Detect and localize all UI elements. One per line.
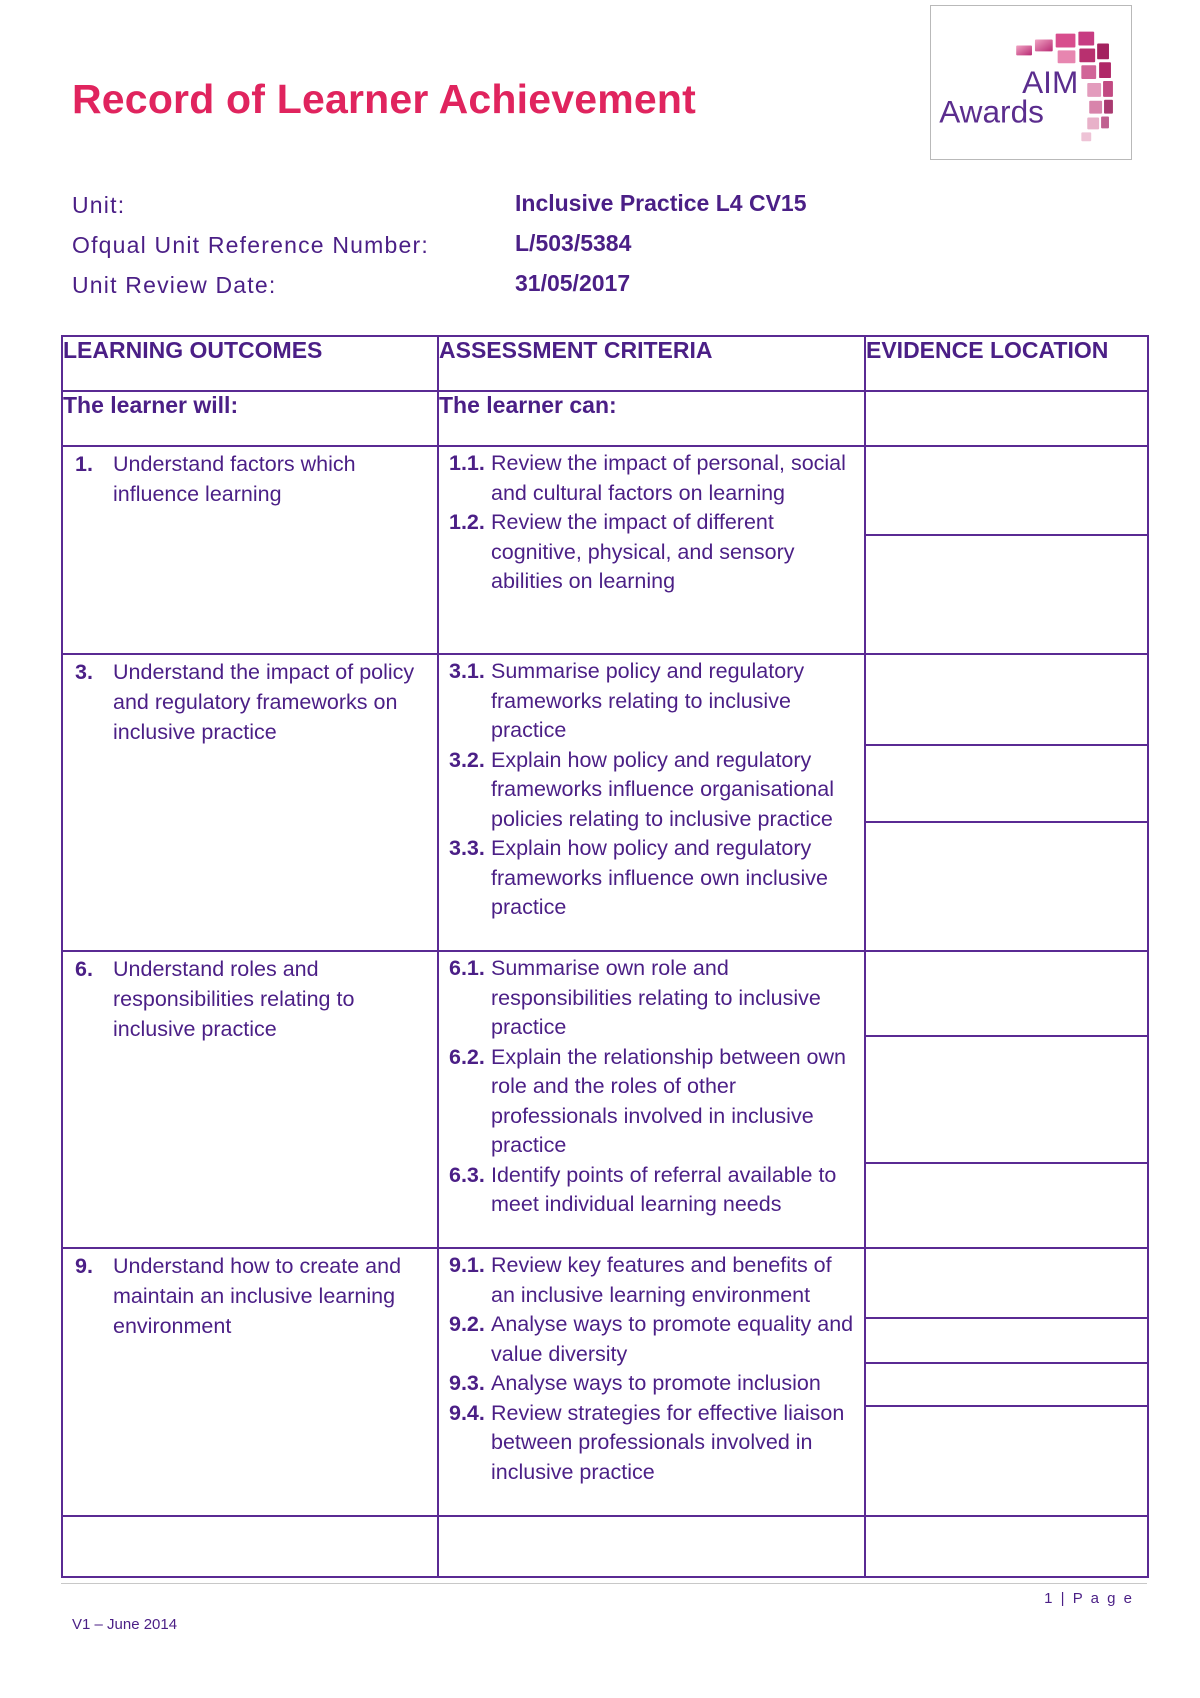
criterion-item: [449, 508, 860, 597]
criterion-number: 6.3.: [449, 1162, 485, 1187]
subheader-row: [62, 391, 1148, 446]
empty-criteria-cell[interactable]: [438, 1516, 865, 1577]
criterion-text: Identify points of referral available to meet individual learning needs: [491, 1162, 837, 1216]
criterion-number: 3.1.: [449, 659, 485, 683]
table-row: [62, 654, 1148, 951]
evidence-cell-empty[interactable]: [865, 391, 1148, 446]
assessment-criteria-cell: [438, 446, 865, 654]
criterion-item: [449, 1251, 860, 1310]
criterion-number: 1.1.: [449, 451, 485, 475]
criterion-text: Review the impact of different cognitive, physical, and sensory abilities on learning: [491, 510, 795, 593]
header-learning-outcomes: LEARNING OUTCOMES: [62, 336, 438, 391]
evidence-location-cell[interactable]: [865, 654, 1148, 951]
criterion-item: [449, 449, 860, 508]
header-row: [62, 336, 1148, 391]
unit-label: Unit:: [72, 192, 126, 218]
evidence-location-cell[interactable]: [865, 1248, 1148, 1516]
criterion-number: 3.2.: [449, 747, 485, 772]
page-title: Record of Learner Achievement: [72, 76, 697, 122]
evidence-divider: [866, 534, 1147, 536]
criterion-item: [449, 746, 860, 835]
empty-outcome-cell[interactable]: [62, 1516, 438, 1577]
outcome-text: Understand roles and responsibilities relating to inclusive practice: [113, 957, 355, 1041]
learning-outcome-cell: [62, 1248, 438, 1516]
learning-outcome-cell: [62, 654, 438, 951]
criterion-text: Explain the relationship between own role and the roles of other professionals involved in inclusive practice: [491, 1044, 846, 1157]
version-label: V1 – June 2014: [72, 1616, 178, 1633]
assessment-criteria-cell: [438, 951, 865, 1248]
evidence-location-cell[interactable]: [865, 446, 1148, 654]
criterion-number: 6.2.: [449, 1044, 485, 1069]
criterion-item: [449, 1399, 860, 1488]
evidence-divider: [866, 1035, 1147, 1037]
achievement-table: [61, 335, 1149, 1578]
criterion-text: Summarise policy and regulatory frameworks relating to inclusive practice: [491, 659, 805, 742]
criterion-text: Explain how policy and regulatory frameworks influence organisational policies relating to inclusive practice: [491, 747, 834, 831]
criterion-item: [449, 954, 860, 1043]
evidence-location-cell[interactable]: [865, 951, 1148, 1248]
criterion-number: 9.2.: [449, 1312, 485, 1336]
criterion-item: [449, 1043, 860, 1161]
criterion-text: Analyse ways to promote inclusion: [491, 1371, 821, 1395]
empty-row: [62, 1516, 1148, 1577]
header-evidence-location: EVIDENCE LOCATION: [865, 336, 1148, 391]
criterion-number: 9.3.: [449, 1371, 485, 1395]
outcome-text: Understand factors which influence learning: [113, 452, 356, 506]
logo-line1: AIM: [1022, 63, 1079, 100]
outcome-number: 6.: [75, 957, 93, 981]
criterion-item: [449, 657, 860, 746]
assessment-criteria-cell: [438, 1248, 865, 1516]
criterion-number: 1.2.: [449, 510, 485, 534]
learning-outcome-cell: [62, 446, 438, 654]
review-date-value: 31/05/2017: [515, 270, 631, 296]
criterion-item: [449, 1161, 860, 1220]
evidence-divider: [866, 1317, 1147, 1319]
evidence-divider: [866, 1405, 1147, 1407]
criterion-text: Review the impact of personal, social and cultural factors on learning: [491, 451, 846, 505]
evidence-divider: [866, 821, 1147, 823]
reference-value: L/503/5384: [515, 230, 632, 256]
aim-awards-logo-graphic: [931, 6, 1131, 159]
subheader-learner-will: The learner will:: [62, 391, 438, 446]
evidence-divider: [866, 744, 1147, 746]
reference-label: Ofqual Unit Reference Number:: [72, 232, 429, 258]
criterion-number: 6.1.: [449, 956, 485, 980]
unit-value: Inclusive Practice L4 CV15: [515, 190, 807, 216]
outcome-text: Understand how to create and maintain an inclusive learning environment: [113, 1254, 402, 1338]
outcome-number: 9.: [75, 1254, 93, 1278]
page-number: 1 | P a g e: [1044, 1590, 1134, 1607]
criterion-text: Analyse ways to promote equality and value diversity: [491, 1312, 854, 1366]
criterion-text: Explain how policy and regulatory frameworks influence own inclusive practice: [491, 836, 828, 919]
evidence-divider: [866, 1162, 1147, 1164]
header-assessment-criteria: ASSESSMENT CRITERIA: [438, 336, 865, 391]
outcome-number: 1.: [75, 452, 93, 476]
criterion-number: 9.1.: [449, 1253, 485, 1277]
criterion-number: 3.3.: [449, 836, 485, 860]
learning-outcome-cell: [62, 951, 438, 1248]
criterion-text: Review key features and benefits of an inclusive learning environment: [491, 1253, 832, 1307]
empty-evidence-cell[interactable]: [865, 1516, 1148, 1577]
table-row: [62, 951, 1148, 1248]
criterion-number: 9.4.: [449, 1400, 485, 1425]
table-row: [62, 1248, 1148, 1516]
table-row: [62, 446, 1148, 654]
outcome-number: 3.: [75, 660, 93, 684]
criterion-text: Review strategies for effective liaison between professionals involved in inclusive practice: [491, 1400, 845, 1484]
assessment-criteria-cell: [438, 654, 865, 951]
criterion-text: Summarise own role and responsibilities relating to inclusive practice: [491, 956, 821, 1039]
evidence-divider: [866, 1362, 1147, 1364]
logo-line2: Awards: [939, 93, 1044, 130]
criterion-item: [449, 1310, 860, 1369]
subheader-learner-can: The learner can:: [438, 391, 865, 446]
criterion-item: [449, 1369, 860, 1399]
aim-awards-logo: [930, 5, 1132, 160]
review-date-label: Unit Review Date:: [72, 272, 277, 298]
criterion-item: [449, 834, 860, 923]
footer-divider: [61, 1583, 1147, 1584]
outcome-text: Understand the impact of policy and regulatory frameworks on inclusive practice: [113, 660, 415, 744]
